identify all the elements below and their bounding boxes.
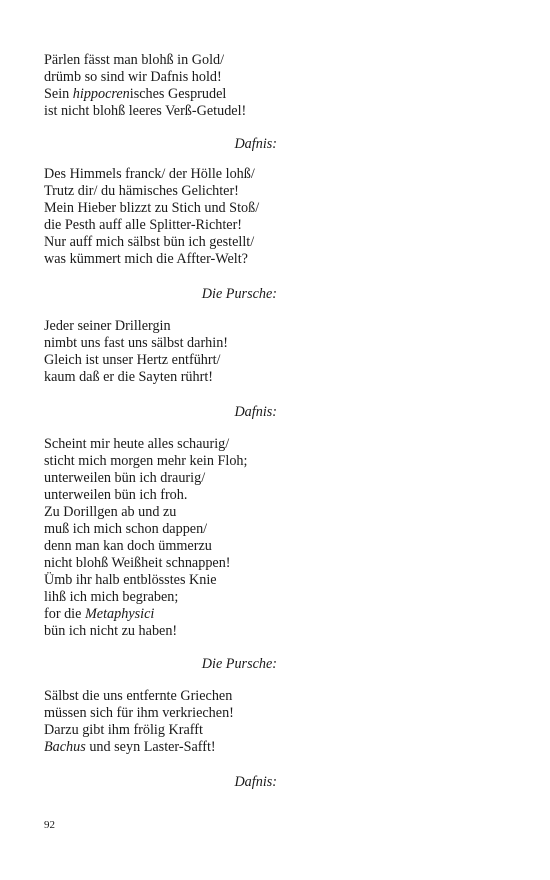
verse-text: und seyn Laster-Safft! xyxy=(85,739,216,755)
verse-text: Des Himmels franck/ der Hölle lohß/ xyxy=(44,166,255,182)
verse-text: Pärlen fässt man blohß in Gold/ xyxy=(44,52,225,68)
verse-line xyxy=(44,335,504,352)
verse-line xyxy=(44,521,504,538)
speaker-label: Dafnis: xyxy=(234,404,277,420)
verse-text: Scheint mir heute alles schaurig/ xyxy=(44,436,230,452)
verse-text: was kümmert mich die Affter-Welt? xyxy=(44,251,248,267)
verse-text: unterweilen bün ich froh. xyxy=(44,487,188,503)
verse-line xyxy=(44,217,504,234)
verse-line xyxy=(44,504,504,521)
stanza xyxy=(44,166,504,268)
verse-line xyxy=(44,69,504,86)
verse-text: kaum daß er die Sayten rührt! xyxy=(44,369,214,385)
verse-line xyxy=(44,623,504,640)
verse-text: Sein xyxy=(44,86,73,102)
verse-line xyxy=(44,555,504,572)
italic-text: Bachus xyxy=(44,739,86,755)
verse-text: unterweilen bün ich draurig/ xyxy=(44,470,206,486)
verse-line xyxy=(44,52,504,69)
verse-line xyxy=(44,722,504,739)
verse-text: die Pesth auff alle Splitter-Richter! xyxy=(44,217,243,233)
speaker-label: Die Pursche: xyxy=(201,656,277,672)
verse-text: sticht mich morgen mehr kein Floh; xyxy=(44,453,248,469)
stanza xyxy=(44,52,504,120)
verse-line xyxy=(44,166,504,183)
verse-line xyxy=(44,705,504,722)
verse-text: Ümb ihr halb entblösstes Knie xyxy=(44,572,217,588)
verse-line xyxy=(44,103,504,120)
verse-text: lihß ich mich begraben; xyxy=(44,589,179,605)
verse-text: müssen sich für ihm verkriechen! xyxy=(44,705,234,721)
verse-text: muß ich mich schon dappen/ xyxy=(44,521,208,537)
verse-text: bün ich nicht zu haben! xyxy=(44,623,178,639)
stanza xyxy=(44,318,504,386)
verse-line xyxy=(44,688,504,705)
verse-line xyxy=(44,200,504,217)
verse-text: drümb so sind wir Dafnis hold! xyxy=(44,69,222,85)
verse-text: ist nicht blohß leeres Verß-Getudel! xyxy=(44,103,247,119)
verse-line xyxy=(44,572,504,589)
verse-line xyxy=(44,739,504,756)
verse-text: Mein Hieber blizzt zu Stich und Stoß/ xyxy=(44,200,260,216)
verse-text: Trutz dir/ du hämisches Gelichter! xyxy=(44,183,239,199)
verse-text: Gleich ist unser Hertz entführt/ xyxy=(44,352,221,368)
verse-text: nimbt uns fast uns sälbst darhin! xyxy=(44,335,229,351)
speaker-label: Dafnis: xyxy=(234,136,277,152)
verse-line xyxy=(44,251,504,268)
verse-text: for die xyxy=(44,606,85,622)
verse-text: Darzu gibt ihm frölig Krafft xyxy=(44,722,203,738)
verse-line xyxy=(44,538,504,555)
verse-line xyxy=(44,470,504,487)
verse-line xyxy=(44,234,504,251)
stanza xyxy=(44,688,504,756)
verse-text: denn man kan doch ümmerzu xyxy=(44,538,212,554)
verse-text: Zu Dorillgen ab und zu xyxy=(44,504,177,520)
verse-text: isches Gesprudel xyxy=(129,86,227,102)
page-number: 92 xyxy=(44,819,55,831)
stanza xyxy=(44,436,504,640)
speaker-label: Dafnis: xyxy=(234,774,277,790)
verse-line xyxy=(44,589,504,606)
verse-line xyxy=(44,436,504,453)
verse-line xyxy=(44,318,504,335)
verse-line xyxy=(44,86,504,103)
verse-line xyxy=(44,487,504,504)
verse-text: Nur auff mich sälbst bün ich gestellt/ xyxy=(44,234,255,250)
italic-text: hippocren xyxy=(72,86,130,102)
verse-text: nicht blohß Weißheit schnappen! xyxy=(44,555,231,571)
verse-line xyxy=(44,606,504,623)
verse-text: Sälbst die uns entfernte Griechen xyxy=(44,688,233,704)
italic-text: Metaphysici xyxy=(84,606,155,622)
verse-line xyxy=(44,183,504,200)
verse-line xyxy=(44,352,504,369)
speaker-label: Die Pursche: xyxy=(201,286,277,302)
verse-line xyxy=(44,453,504,470)
verse-text: Jeder seiner Drillergin xyxy=(44,318,171,334)
verse-line xyxy=(44,369,504,386)
